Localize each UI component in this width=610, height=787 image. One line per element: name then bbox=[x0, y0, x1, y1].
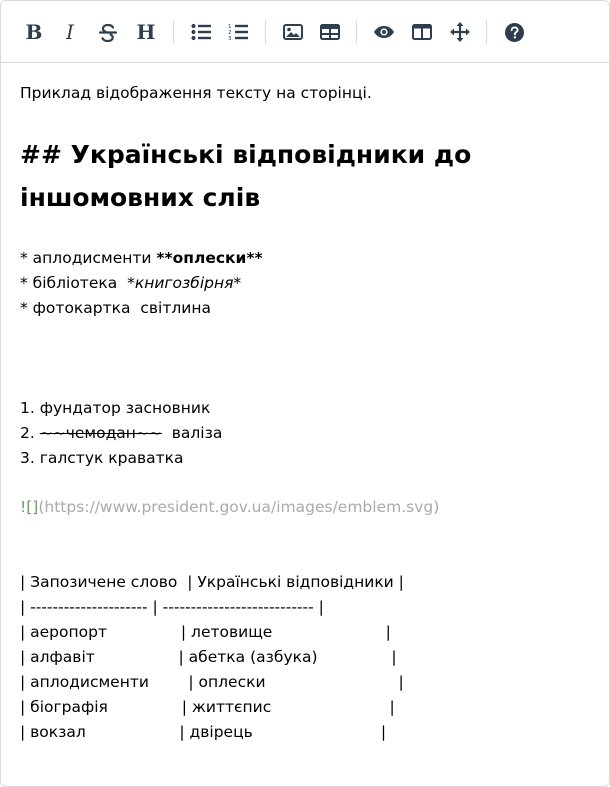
bold-button[interactable] bbox=[19, 17, 49, 47]
unordered-list-icon bbox=[191, 23, 211, 41]
heading-line: іншомовних слів bbox=[20, 183, 261, 212]
italic-icon: I bbox=[66, 20, 74, 44]
strikethrough-icon bbox=[98, 22, 118, 42]
help-icon bbox=[505, 23, 524, 42]
heading-line: ## Українські відповідники до bbox=[20, 140, 472, 169]
help-button[interactable] bbox=[499, 17, 529, 47]
table-line: | вокзал | двірець | bbox=[20, 723, 387, 741]
preview-icon bbox=[373, 25, 395, 39]
heading-button[interactable] bbox=[131, 17, 161, 47]
svg-text:2: 2 bbox=[228, 30, 232, 36]
bold-icon: B bbox=[25, 20, 43, 44]
ordered-item: 2. ~~чемодан~~ валіза bbox=[20, 424, 223, 442]
toolbar-separator bbox=[486, 20, 487, 44]
ordered-list-button[interactable] bbox=[223, 17, 253, 47]
image-markdown-line: ![](https://www.president.gov.ua/images/emblem.svg) bbox=[20, 498, 440, 516]
fullscreen-icon bbox=[450, 22, 470, 42]
intro-line: Приклад відображення тексту на сторінці. bbox=[20, 84, 372, 102]
image-button[interactable] bbox=[278, 17, 308, 47]
svg-text:3: 3 bbox=[228, 36, 232, 41]
toolbar-separator bbox=[265, 20, 266, 44]
preview-button[interactable] bbox=[369, 17, 399, 47]
toolbar-separator bbox=[173, 20, 174, 44]
table-line: | Запозичене слово | Українські відповідники | bbox=[20, 573, 404, 591]
editor-toolbar bbox=[1, 1, 609, 63]
bullet-item: * фотокартка світлина bbox=[20, 299, 211, 317]
side-by-side-button[interactable] bbox=[407, 17, 437, 47]
ordered-item: 1. фундатор засновник bbox=[20, 399, 211, 417]
table-button[interactable] bbox=[315, 17, 345, 47]
heading-icon: H bbox=[136, 20, 156, 44]
italic-button[interactable] bbox=[55, 17, 85, 47]
table-line: | аплодисменти | оплески | bbox=[20, 673, 404, 691]
table-icon bbox=[320, 24, 340, 40]
strikethrough-button[interactable] bbox=[93, 17, 123, 47]
table-line: | --------------------- | --------------------------- | bbox=[20, 598, 324, 616]
svg-text:1: 1 bbox=[228, 24, 232, 30]
fullscreen-button[interactable] bbox=[445, 17, 475, 47]
bullet-item: * аплодисменти **оплески** bbox=[20, 249, 263, 267]
table-line: | аеропорт | летовище | bbox=[20, 623, 391, 641]
side-by-side-icon bbox=[412, 24, 432, 40]
table-line: | біографія | життєпис | bbox=[20, 698, 395, 716]
table-line: | алфавіт | абетка (азбука) | bbox=[20, 648, 397, 666]
image-icon bbox=[283, 24, 303, 40]
bullet-item: * бібліотека *книгозбірня* bbox=[20, 274, 242, 292]
toolbar-separator bbox=[356, 20, 357, 44]
ordered-item: 3. галстук краватка bbox=[20, 449, 184, 467]
ordered-list-icon bbox=[228, 23, 248, 41]
unordered-list-button[interactable] bbox=[186, 17, 216, 47]
